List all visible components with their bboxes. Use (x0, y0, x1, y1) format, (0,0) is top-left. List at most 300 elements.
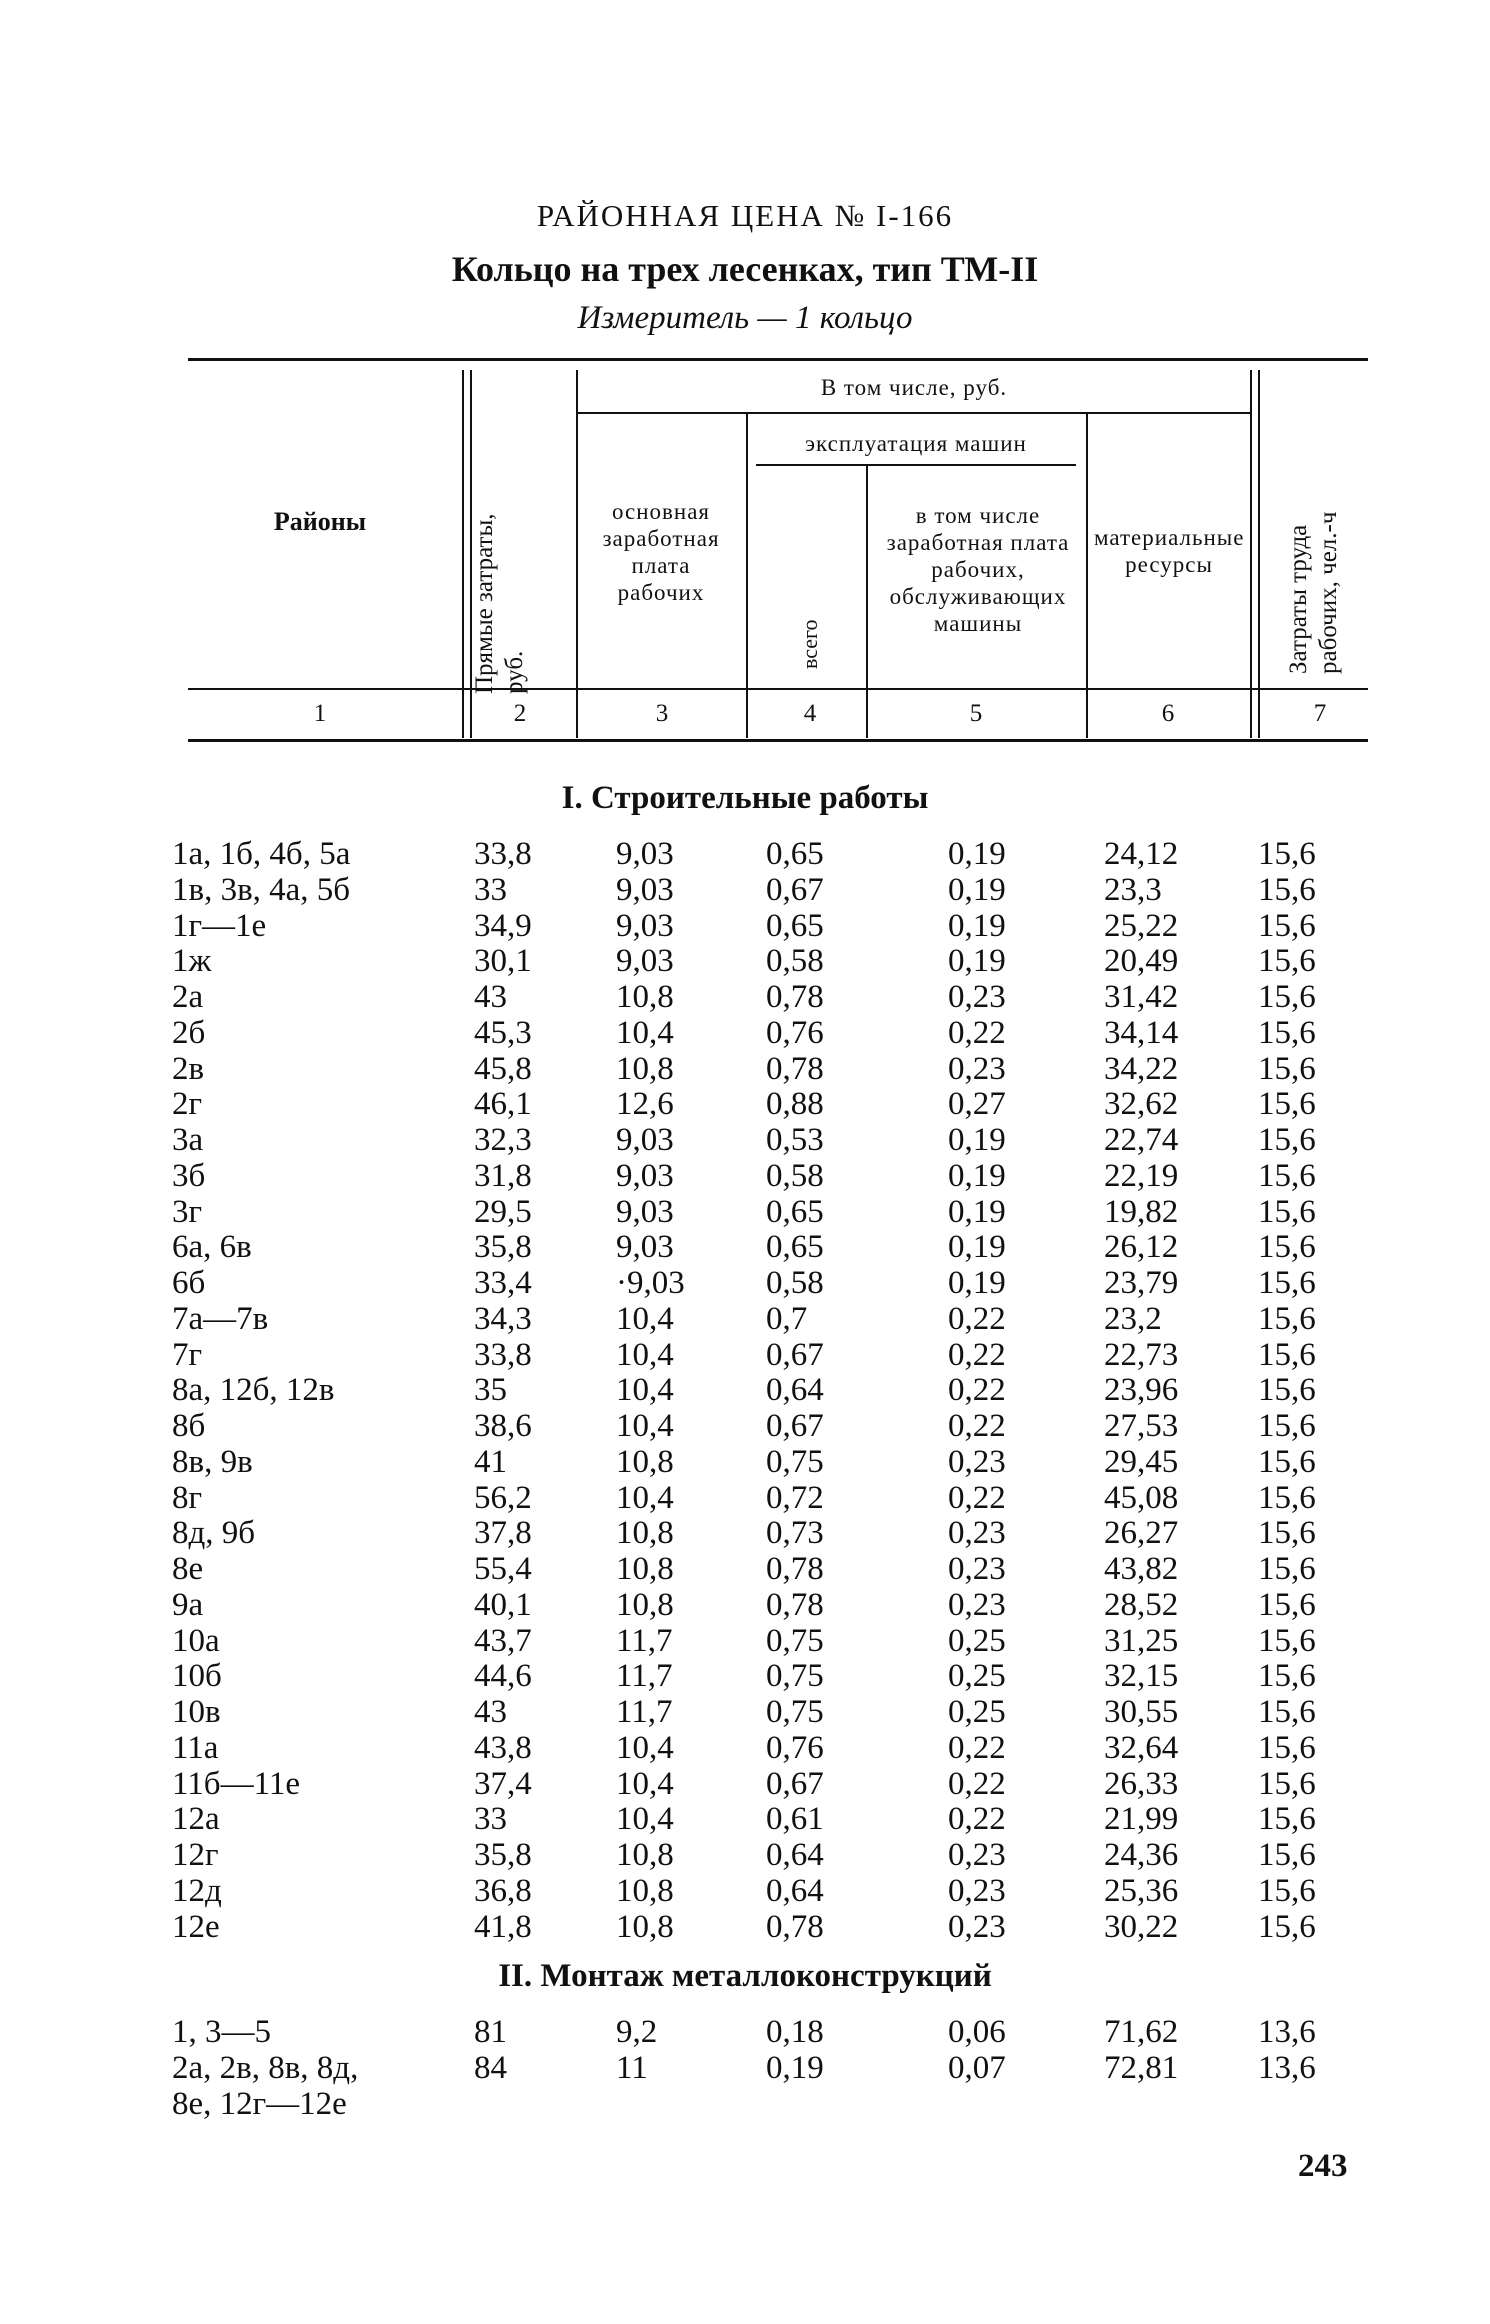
machine-total-cell: 0,64 (766, 1837, 824, 1873)
machine-wage-cell: 0,22 (948, 1300, 1006, 1337)
labor-cell: 15,6 (1258, 943, 1316, 980)
base-wage-cell: 10,8 (616, 1050, 674, 1087)
region-cell: 10б (172, 1658, 222, 1695)
materials-cell: 23,96 (1104, 1372, 1179, 1409)
direct-costs-cell: 43 (474, 1694, 507, 1730)
materials-cell: 23,79 (1104, 1265, 1179, 1301)
machine-total-cell: 0,65 (766, 907, 824, 944)
machine-total-cell: 0,58 (766, 943, 824, 980)
region-cell: 9а (172, 1586, 204, 1623)
vline-3 (746, 414, 748, 738)
machine-total-cell: 0,67 (766, 1336, 824, 1373)
labor-cell: 15,6 (1258, 836, 1316, 872)
labor-cell: 13,6 (1258, 2050, 1316, 2086)
machine-total-cell: 0,64 (766, 1872, 824, 1909)
vline-1 (462, 370, 464, 738)
direct-costs-cell: 29,5 (474, 1193, 532, 1230)
base-wage-cell: 10,4 (616, 1372, 674, 1409)
labor-cell: 13,6 (1258, 2014, 1316, 2050)
table-row (0, 1766, 1490, 1802)
vline-4 (866, 466, 868, 738)
machine-wage-cell: 0,19 (948, 1229, 1006, 1266)
table-row (0, 1515, 1490, 1551)
region-cell: 2б (172, 1014, 206, 1051)
region-cell: 10в (172, 1694, 221, 1730)
materials-cell: 23,3 (1104, 871, 1162, 908)
machine-total-cell: 0,73 (766, 1515, 824, 1552)
region-cell: 1г—1е (172, 907, 267, 944)
materials-cell: 71,62 (1104, 2014, 1179, 2050)
machine-total-cell: 0,67 (766, 1408, 824, 1444)
region-cell: 11а (172, 1729, 219, 1766)
materials-cell: 43,82 (1104, 1551, 1179, 1587)
header-materials: материальные ресурсы (1094, 525, 1245, 577)
machine-total-cell: 0,18 (766, 2014, 824, 2050)
base-wage-cell: 9,03 (616, 871, 674, 908)
materials-cell: 24,36 (1104, 1837, 1179, 1873)
table-row (0, 1337, 1490, 1373)
table-row (0, 836, 1490, 872)
direct-costs-cell: 81 (474, 2014, 507, 2050)
materials-cell: 22,73 (1104, 1336, 1179, 1373)
base-wage-cell: 12,6 (616, 1086, 674, 1123)
page-title: Кольцо на трех лесенках, тип ТМ-ІІ (451, 249, 1039, 289)
machine-wage-cell: 0,23 (948, 1586, 1006, 1623)
materials-cell: 21,99 (1104, 1801, 1179, 1838)
header-labor: Затраты труда рабочих, чел.-ч (1285, 511, 1342, 674)
table-row (0, 2086, 1490, 2122)
direct-costs-cell: 33,4 (474, 1265, 532, 1301)
direct-costs-cell: 34,9 (474, 907, 532, 944)
column-number-7: 7 (1313, 700, 1327, 727)
machine-total-cell: 0,64 (766, 1372, 824, 1409)
table-row (0, 979, 1490, 1015)
materials-cell: 32,15 (1104, 1658, 1179, 1695)
machine-wage-cell: 0,22 (948, 1479, 1006, 1516)
labor-cell: 15,6 (1258, 1658, 1316, 1695)
materials-cell: 22,19 (1104, 1157, 1179, 1194)
header-total: всего (797, 619, 822, 669)
price-number: РАЙОННАЯ ЦЕНА № І-166 (536, 198, 954, 233)
table-row (0, 2050, 1490, 2086)
materials-cell: 25,22 (1104, 907, 1179, 944)
region-cell: 6а, 6в (172, 1229, 252, 1266)
machine-wage-cell: 0,23 (948, 1551, 1006, 1587)
unit-line: Измеритель — 1 кольцо (577, 300, 913, 336)
region-cell: 8б (172, 1408, 206, 1444)
machine-wage-cell: 0,23 (948, 1515, 1006, 1552)
labor-cell: 15,6 (1258, 1050, 1316, 1087)
base-wage-cell: 11,7 (616, 1622, 673, 1659)
labor-cell: 15,6 (1258, 1729, 1316, 1766)
region-cell: 7г (172, 1336, 203, 1373)
region-cell: 2в (172, 1050, 205, 1087)
table-row (0, 1015, 1490, 1051)
region-cell: 1а, 1б, 4б, 5а (172, 836, 351, 872)
base-wage-cell: 11,7 (616, 1658, 673, 1695)
header-including: В том числе, руб. (820, 375, 1008, 400)
table-row (0, 872, 1490, 908)
machine-wage-cell: 0,19 (948, 836, 1006, 872)
base-wage-cell: 9,03 (616, 1193, 674, 1230)
header-regions: Районы (273, 507, 367, 536)
materials-cell: 32,64 (1104, 1729, 1179, 1766)
base-wage-cell: 10,8 (616, 1551, 674, 1587)
base-wage-cell: 10,8 (616, 1586, 674, 1623)
labor-cell: 15,6 (1258, 1622, 1316, 1659)
labor-cell: 15,6 (1258, 1229, 1316, 1266)
column-number-2: 2 (513, 700, 527, 727)
header-direct-costs: Прямые затраты, руб. (471, 513, 528, 694)
direct-costs-cell: 37,8 (474, 1515, 532, 1552)
table-row (0, 1122, 1490, 1158)
table-row (0, 1480, 1490, 1516)
base-wage-cell: 10,4 (616, 1336, 674, 1373)
labor-cell: 15,6 (1258, 1801, 1316, 1838)
machine-total-cell: 0,76 (766, 1014, 824, 1051)
table-row (0, 1587, 1490, 1623)
machine-wage-cell: 0,19 (948, 907, 1006, 944)
table-row (0, 2014, 1490, 2050)
machine-total-cell: 0,75 (766, 1443, 824, 1480)
region-cell: 1, 3—5 (172, 2014, 271, 2050)
labor-cell: 15,6 (1258, 1443, 1316, 1480)
labor-cell: 15,6 (1258, 1694, 1316, 1730)
base-wage-cell: 10,4 (616, 1014, 674, 1051)
labor-cell: 15,6 (1258, 1086, 1316, 1123)
region-cell: 3а (172, 1122, 204, 1158)
direct-costs-cell: 41 (474, 1443, 507, 1480)
labor-cell: 15,6 (1258, 1479, 1316, 1516)
vline-6 (1250, 370, 1252, 738)
direct-costs-cell: 30,1 (474, 943, 532, 980)
machine-total-cell: 0,75 (766, 1658, 824, 1695)
labor-cell: 15,6 (1258, 1372, 1316, 1409)
table-row (0, 1229, 1490, 1265)
machine-total-cell: 0,88 (766, 1086, 824, 1123)
table-row (0, 1730, 1490, 1766)
machine-total-cell: 0,7 (766, 1300, 808, 1337)
direct-costs-cell: 33,8 (474, 1336, 532, 1373)
machine-total-cell: 0,78 (766, 1586, 824, 1623)
direct-costs-cell: 35,8 (474, 1837, 532, 1873)
base-wage-cell: 10,4 (616, 1801, 674, 1838)
materials-cell: 25,36 (1104, 1872, 1179, 1909)
page-number: 243 (1298, 2148, 1348, 2184)
table-row (0, 1551, 1490, 1587)
header-base-wage: основная заработная плата рабочих (602, 499, 720, 605)
labor-cell: 15,6 (1258, 1300, 1316, 1337)
machine-total-cell: 0,65 (766, 1229, 824, 1266)
machine-wage-cell: 0,06 (948, 2014, 1006, 2050)
machine-wage-cell: 0,19 (948, 1265, 1006, 1301)
column-number-5: 5 (969, 700, 983, 727)
direct-costs-cell: 32,3 (474, 1122, 532, 1158)
base-wage-cell: ·9,03 (616, 1265, 685, 1301)
machine-wage-cell: 0,22 (948, 1729, 1006, 1766)
materials-cell: 27,53 (1104, 1408, 1179, 1444)
base-wage-cell: 9,03 (616, 1157, 674, 1194)
machine-total-cell: 0,58 (766, 1157, 824, 1194)
machine-wage-cell: 0,22 (948, 1336, 1006, 1373)
materials-cell: 32,62 (1104, 1086, 1179, 1123)
machine-wage-cell: 0,23 (948, 1908, 1006, 1945)
materials-cell: 20,49 (1104, 943, 1179, 980)
materials-cell: 24,12 (1104, 836, 1179, 872)
region-cell: 8е (172, 1551, 204, 1587)
base-wage-cell: 10,8 (616, 1515, 674, 1552)
machine-wage-cell: 0,07 (948, 2050, 1006, 2086)
region-cell: 8а, 12б, 12в (172, 1372, 335, 1409)
machine-total-cell: 0,75 (766, 1694, 824, 1730)
including-rule (578, 412, 1250, 414)
region-cell: 7а—7в (172, 1300, 269, 1337)
labor-cell: 15,6 (1258, 1265, 1316, 1301)
table-row (0, 1623, 1490, 1659)
base-wage-cell: 10,4 (616, 1479, 674, 1516)
materials-cell: 34,22 (1104, 1050, 1179, 1087)
materials-cell: 31,42 (1104, 979, 1179, 1015)
region-cell: 2а (172, 979, 204, 1015)
machine-wage-cell: 0,23 (948, 979, 1006, 1015)
direct-costs-cell: 43,7 (474, 1622, 532, 1659)
region-cell: 12г (172, 1837, 219, 1873)
direct-costs-cell: 37,4 (474, 1765, 532, 1802)
machine-total-cell: 0,78 (766, 979, 824, 1015)
header-bottom-rule (188, 739, 1368, 742)
materials-cell: 30,22 (1104, 1908, 1179, 1945)
base-wage-cell: 9,2 (616, 2014, 658, 2050)
base-wage-cell: 9,03 (616, 1122, 674, 1158)
materials-cell: 26,27 (1104, 1515, 1179, 1552)
machine-wage-cell: 0,22 (948, 1014, 1006, 1051)
region-cell: 2г (172, 1086, 203, 1123)
table-row (0, 1301, 1490, 1337)
materials-cell: 34,14 (1104, 1014, 1179, 1051)
labor-cell: 15,6 (1258, 1586, 1316, 1623)
labor-cell: 15,6 (1258, 1908, 1316, 1945)
direct-costs-cell: 84 (474, 2050, 507, 2086)
machine-total-cell: 0,65 (766, 836, 824, 872)
base-wage-cell: 10,8 (616, 1443, 674, 1480)
labor-cell: 15,6 (1258, 1157, 1316, 1194)
column-number-1: 1 (313, 700, 327, 727)
labor-cell: 15,6 (1258, 1837, 1316, 1873)
labor-cell: 15,6 (1258, 1408, 1316, 1444)
machine-wage-cell: 0,22 (948, 1408, 1006, 1444)
machine-total-cell: 0,76 (766, 1729, 824, 1766)
labor-cell: 15,6 (1258, 979, 1316, 1015)
labor-cell: 15,6 (1258, 1872, 1316, 1909)
direct-costs-cell: 45,8 (474, 1050, 532, 1087)
materials-cell: 28,52 (1104, 1586, 1179, 1623)
machine-total-cell: 0,78 (766, 1908, 824, 1945)
vline-2 (576, 370, 578, 738)
machine-wage-cell: 0,23 (948, 1443, 1006, 1480)
machine-total-cell: 0,67 (766, 1765, 824, 1802)
table-row (0, 1086, 1490, 1122)
vline-5 (1086, 414, 1088, 738)
region-cell: 11б—11е (172, 1765, 300, 1802)
labor-cell: 15,6 (1258, 1765, 1316, 1802)
direct-costs-cell: 35,8 (474, 1229, 532, 1266)
table-row (0, 1194, 1490, 1230)
region-cell: 8е, 12г—12е (172, 2086, 347, 2122)
direct-costs-cell: 34,3 (474, 1300, 532, 1337)
region-cell: 8в, 9в (172, 1443, 253, 1480)
base-wage-cell: 10,8 (616, 1908, 674, 1945)
section-title: I. Строительные работы (561, 780, 929, 816)
machine-wage-cell: 0,25 (948, 1622, 1006, 1659)
table-row (0, 1837, 1490, 1873)
machine-total-cell: 0,65 (766, 1193, 824, 1230)
table-row (0, 1909, 1490, 1945)
machine-total-cell: 0,58 (766, 1265, 824, 1301)
table-row (0, 1801, 1490, 1837)
labor-cell: 15,6 (1258, 1336, 1316, 1373)
table-row (0, 1265, 1490, 1301)
labor-cell: 15,6 (1258, 907, 1316, 944)
machines-rule (756, 464, 1076, 466)
base-wage-cell: 9,03 (616, 943, 674, 980)
machine-total-cell: 0,61 (766, 1801, 824, 1838)
header-machine-operation: эксплуатация машин (805, 431, 1027, 456)
header-top-rule (188, 358, 1368, 361)
region-cell: 12а (172, 1801, 220, 1838)
base-wage-cell: 10,8 (616, 979, 674, 1015)
machine-wage-cell: 0,27 (948, 1086, 1006, 1123)
table-row (0, 1051, 1490, 1087)
header-machine-wage: в том числе заработная плата рабочих, обслуживающих машины (886, 503, 1070, 636)
base-wage-cell: 9,03 (616, 836, 674, 872)
machine-wage-cell: 0,22 (948, 1765, 1006, 1802)
table-row (0, 1444, 1490, 1480)
direct-costs-cell: 33 (474, 871, 507, 908)
table-row (0, 943, 1490, 979)
column-number-6: 6 (1161, 700, 1175, 727)
machine-total-cell: 0,19 (766, 2050, 824, 2086)
labor-cell: 15,6 (1258, 1122, 1316, 1158)
labor-cell: 15,6 (1258, 1515, 1316, 1552)
region-cell: 12е (172, 1908, 220, 1945)
materials-cell: 29,45 (1104, 1443, 1179, 1480)
direct-costs-cell: 35 (474, 1372, 507, 1409)
labor-cell: 15,6 (1258, 1193, 1316, 1230)
header-mid-rule (188, 688, 1368, 690)
machine-total-cell: 0,78 (766, 1050, 824, 1087)
machine-total-cell: 0,67 (766, 871, 824, 908)
materials-cell: 31,25 (1104, 1622, 1179, 1659)
direct-costs-cell: 33 (474, 1801, 507, 1838)
region-cell: 2а, 2в, 8в, 8д, (172, 2050, 359, 2086)
direct-costs-cell: 43 (474, 979, 507, 1015)
direct-costs-cell: 40,1 (474, 1586, 532, 1623)
direct-costs-cell: 56,2 (474, 1479, 532, 1516)
table-row (0, 1694, 1490, 1730)
region-cell: 6б (172, 1265, 206, 1301)
column-number-4: 4 (803, 700, 817, 727)
region-cell: 8д, 9б (172, 1515, 256, 1552)
direct-costs-cell: 33,8 (474, 836, 532, 872)
base-wage-cell: 10,4 (616, 1729, 674, 1766)
direct-costs-cell: 36,8 (474, 1872, 532, 1909)
table-row (0, 1158, 1490, 1194)
direct-costs-cell: 44,6 (474, 1658, 532, 1695)
machine-wage-cell: 0,23 (948, 1837, 1006, 1873)
machine-wage-cell: 0,25 (948, 1658, 1006, 1695)
base-wage-cell: 9,03 (616, 1229, 674, 1266)
region-cell: 12д (172, 1872, 222, 1909)
table-row (0, 908, 1490, 944)
direct-costs-cell: 46,1 (474, 1086, 532, 1123)
materials-cell: 45,08 (1104, 1479, 1179, 1516)
materials-cell: 30,55 (1104, 1694, 1179, 1730)
direct-costs-cell: 55,4 (474, 1551, 532, 1587)
materials-cell: 23,2 (1104, 1300, 1162, 1337)
direct-costs-cell: 38,6 (474, 1408, 532, 1444)
base-wage-cell: 11,7 (616, 1694, 673, 1730)
base-wage-cell: 10,4 (616, 1765, 674, 1802)
machine-total-cell: 0,72 (766, 1479, 824, 1516)
region-cell: 3г (172, 1193, 203, 1230)
materials-cell: 22,74 (1104, 1122, 1179, 1158)
materials-cell: 19,82 (1104, 1193, 1179, 1230)
region-cell: 1ж (172, 943, 212, 980)
base-wage-cell: 10,4 (616, 1300, 674, 1337)
vline-6b (1258, 370, 1260, 738)
column-number-3: 3 (655, 700, 669, 727)
machine-total-cell: 0,53 (766, 1122, 824, 1158)
base-wage-cell: 9,03 (616, 907, 674, 944)
machine-wage-cell: 0,19 (948, 871, 1006, 908)
base-wage-cell: 10,8 (616, 1837, 674, 1873)
table-row (0, 1658, 1490, 1694)
labor-cell: 15,6 (1258, 1551, 1316, 1587)
direct-costs-cell: 31,8 (474, 1157, 532, 1194)
direct-costs-cell: 41,8 (474, 1908, 532, 1945)
machine-total-cell: 0,75 (766, 1622, 824, 1659)
machine-wage-cell: 0,19 (948, 1122, 1006, 1158)
labor-cell: 15,6 (1258, 871, 1316, 908)
machine-wage-cell: 0,19 (948, 1193, 1006, 1230)
table-row (0, 1873, 1490, 1909)
table-row (0, 1408, 1490, 1444)
base-wage-cell: 10,8 (616, 1872, 674, 1909)
machine-total-cell: 0,78 (766, 1551, 824, 1587)
region-cell: 3б (172, 1157, 206, 1194)
region-cell: 10а (172, 1622, 220, 1659)
base-wage-cell: 11 (616, 2050, 648, 2086)
materials-cell: 26,33 (1104, 1765, 1179, 1802)
table-row (0, 1372, 1490, 1408)
direct-costs-cell: 45,3 (474, 1014, 532, 1051)
direct-costs-cell: 43,8 (474, 1729, 532, 1766)
machine-wage-cell: 0,22 (948, 1801, 1006, 1838)
machine-wage-cell: 0,19 (948, 943, 1006, 980)
materials-cell: 72,81 (1104, 2050, 1179, 2086)
machine-wage-cell: 0,25 (948, 1694, 1006, 1730)
labor-cell: 15,6 (1258, 1014, 1316, 1051)
region-cell: 8г (172, 1479, 203, 1516)
base-wage-cell: 10,4 (616, 1408, 674, 1444)
machine-wage-cell: 0,23 (948, 1872, 1006, 1909)
machine-wage-cell: 0,23 (948, 1050, 1006, 1087)
section-title: II. Монтаж металлоконструкций (498, 1958, 992, 1994)
materials-cell: 26,12 (1104, 1229, 1179, 1266)
region-cell: 1в, 3в, 4а, 5б (172, 871, 351, 908)
machine-wage-cell: 0,19 (948, 1157, 1006, 1194)
machine-wage-cell: 0,22 (948, 1372, 1006, 1409)
